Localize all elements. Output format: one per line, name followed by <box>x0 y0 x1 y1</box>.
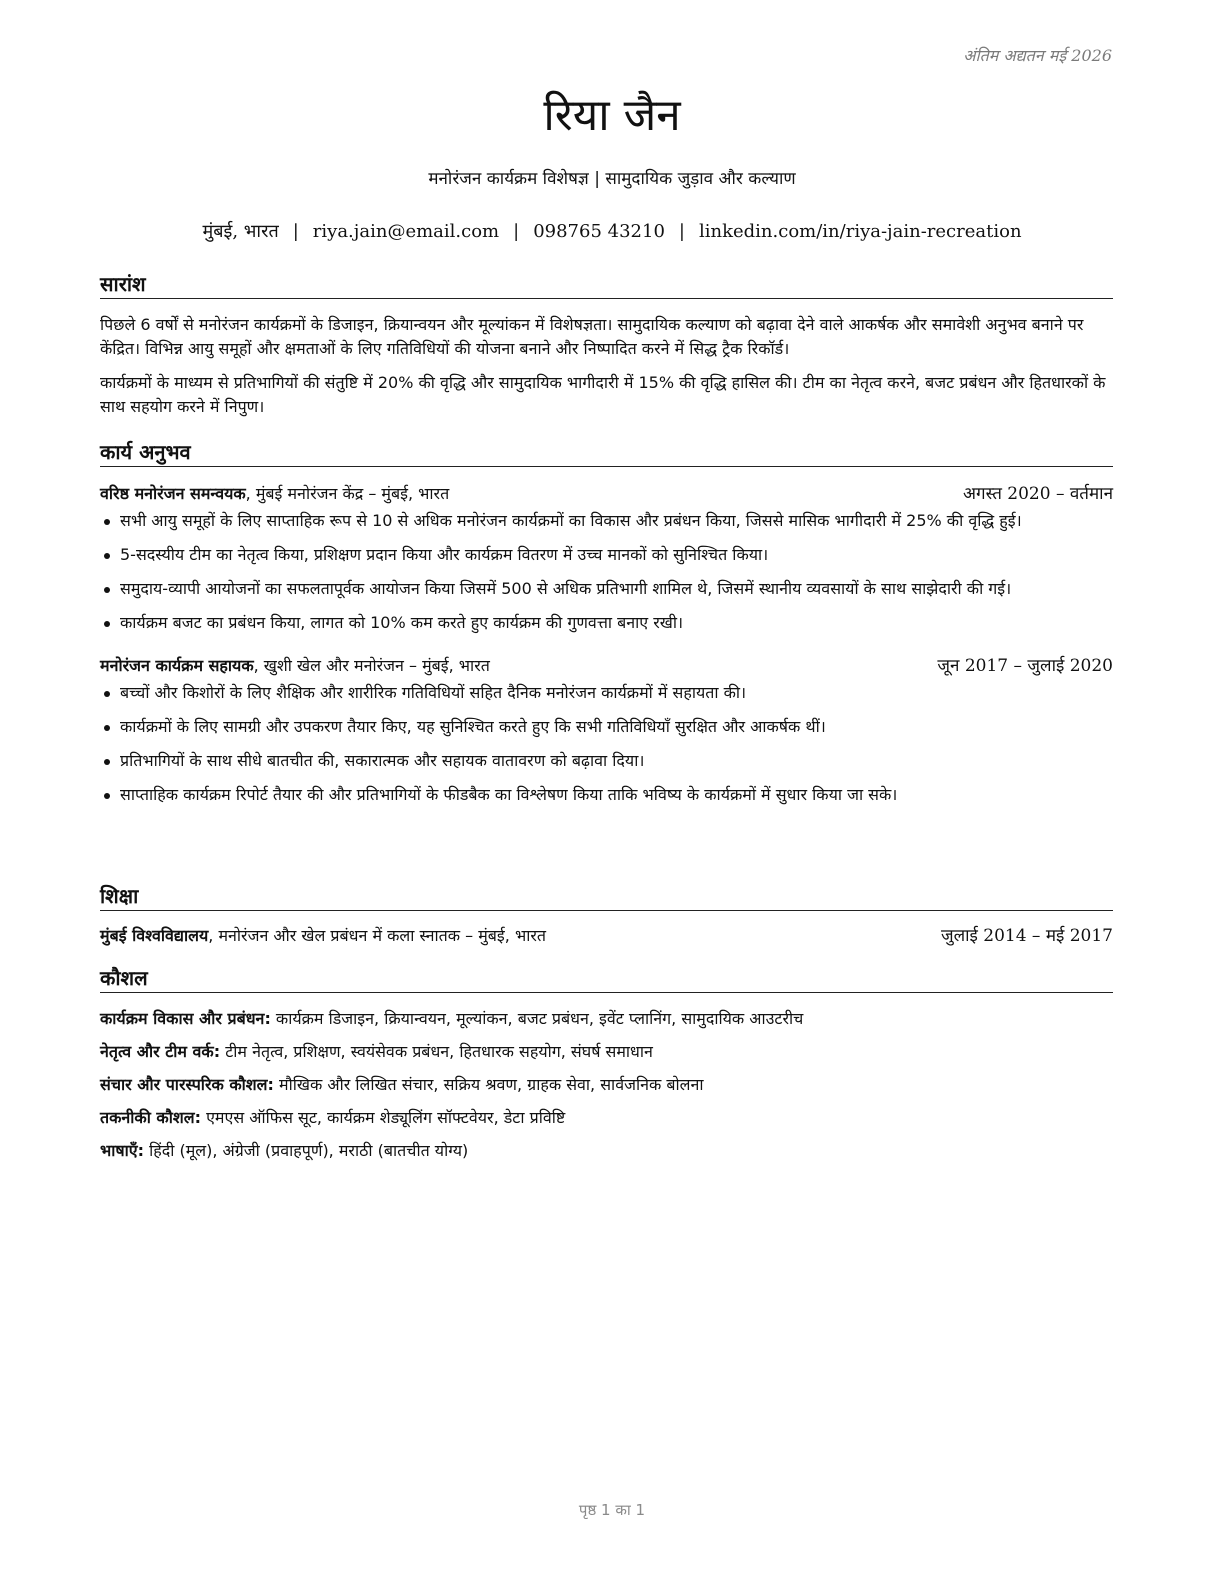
skill-value: कार्यक्रम डिजाइन, क्रियान्वयन, मूल्यांकन, बजट प्रबंधन, इवेंट प्लानिंग, सामुदायिक आउटरीच <box>270 1009 804 1028</box>
job-role: वरिष्ठ मनोरंजन समन्वयक <box>100 484 246 503</box>
contact-line <box>0 218 1224 246</box>
education-entry <box>100 923 1113 949</box>
section-title-skills: कौशल <box>100 964 1113 993</box>
skill-label: नेतृत्व और टीम वर्क: <box>100 1042 221 1061</box>
skill-label: भाषाएँ: <box>100 1141 145 1160</box>
job-role: मनोरंजन कार्यक्रम सहायक <box>100 656 254 675</box>
contact-separator: | <box>678 221 685 242</box>
summary-paragraph: पिछले 6 वर्षों से मनोरंजन कार्यक्रमों के डिजाइन, क्रियान्वयन और मूल्यांकन में विशेषज्ञता। सामुदायिक कल्याण को बढ़ावा देने वाले आकर्षक और समावेशी अनुभव बनाने पर केंद्रित। विभिन्न आयु समूहों और क्षमताओं के लिए गतिविधियों की योजना बनाने और निष्पादित करने में सिद्ध ट्रैक रिकॉर्ड। <box>100 315 1084 358</box>
skill-row <box>100 1073 1113 1097</box>
skill-value: मौखिक और लिखित संचार, सक्रिय श्रवण, ग्राहक सेवा, सार्वजनिक बोलना <box>273 1075 704 1094</box>
education-institution: मुंबई विश्वविद्यालय <box>100 926 209 945</box>
job-dates: अगस्त 2020 – वर्तमान <box>963 484 1113 504</box>
job-bullet: बच्चों और किशोरों के लिए शैक्षिक और शारीरिक गतिविधियों सहित दैनिक मनोरंजन कार्यक्रमों में सहायता की। <box>120 681 1113 705</box>
job-bullet: समुदाय-व्यापी आयोजनों का सफलतापूर्वक आयोजन किया जिसमें 500 से अधिक प्रतिभागी शामिल थे, जिसमें स्थानीय व्यवसायों के साथ साझेदारी की गई। <box>120 577 1113 601</box>
candidate-name: रिया जैन <box>543 90 681 141</box>
job-header <box>100 653 1113 679</box>
page-number: पृष्ठ 1 का 1 <box>578 1501 646 1519</box>
skill-label: तकनीकी कौशल: <box>100 1108 201 1127</box>
job-org: , मुंबई मनोरंजन केंद्र – मुंबई, भारत <box>245 484 450 503</box>
section-title-summary: सारांश <box>100 270 1113 299</box>
experience-section <box>100 438 1113 817</box>
education-degree: , मनोरंजन और खेल प्रबंधन में कला स्नातक – मुंबई, भारत <box>208 926 547 945</box>
contact-separator: | <box>513 221 520 242</box>
skill-label: कार्यक्रम विकास और प्रबंधन: <box>100 1009 271 1028</box>
contact-separator: | <box>292 221 299 242</box>
candidate-tagline: मनोरंजन कार्यक्रम विशेषज्ञ | सामुदायिक जुड़ाव और कल्याण <box>428 169 796 189</box>
contact-location: मुंबई, भारत <box>202 221 279 242</box>
job-bullet: कार्यक्रमों के लिए सामग्री और उपकरण तैयार किए, यह सुनिश्चित करते हुए कि सभी गतिविधियाँ सुरक्षित और आकर्षक थीं। <box>120 715 1113 739</box>
job-dates: जून 2017 – जुलाई 2020 <box>937 656 1113 676</box>
job-bullet: प्रतिभागियों के साथ सीधे बातचीत की, सकारात्मक और सहायक वातावरण को बढ़ावा दिया। <box>120 749 1113 773</box>
job-role-org <box>100 481 449 507</box>
summary-paragraph: कार्यक्रमों के माध्यम से प्रतिभागियों की संतुष्टि में 20% की वृद्धि और सामुदायिक भागीदारी में 15% की वृद्धि हासिल की। टीम का नेतृत्व करने, बजट प्रबंधन और हितधारकों के साथ सहयोग करने में निपुण। <box>100 373 1106 416</box>
job-bullet: कार्यक्रम बजट का प्रबंधन किया, लागत को 10% कम करते हुए कार्यक्रम की गुणवत्ता बनाए रखी। <box>120 611 1113 635</box>
section-title-education: शिक्षा <box>100 882 1113 911</box>
skills-section <box>100 964 1113 1172</box>
job-org: , खुशी खेल और मनोरंजन – मुंबई, भारत <box>253 656 490 675</box>
summary-section <box>100 270 1113 419</box>
job-bullets <box>100 509 1113 635</box>
skill-row <box>100 1040 1113 1064</box>
education-dates: जुलाई 2014 – मई 2017 <box>940 926 1113 946</box>
contact-email[interactable]: riya.jain@email.com <box>312 221 500 242</box>
skill-value: हिंदी (मूल), अंग्रेजी (प्रवाहपूर्ण), मराठी (बातचीत योग्य) <box>144 1141 469 1160</box>
job-role-org <box>100 653 490 679</box>
skill-value: एमएस ऑफिस सूट, कार्यक्रम शेड्यूलिंग सॉफ्टवेयर, डेटा प्रविष्टि <box>201 1108 566 1127</box>
job-entry <box>100 481 1113 635</box>
skills-list <box>100 1007 1113 1163</box>
skill-row <box>100 1139 1113 1163</box>
job-bullet: साप्ताहिक कार्यक्रम रिपोर्ट तैयार की और प्रतिभागियों के फीडबैक का विश्लेषण किया ताकि भविष्य के कार्यक्रमों में सुधार किया जा सके। <box>120 783 1113 807</box>
last-updated-note: अंतिम अद्यतन मई 2026 <box>963 46 1112 65</box>
contact-phone[interactable]: 098765 43210 <box>533 221 665 242</box>
education-institution-degree <box>100 923 546 949</box>
education-section <box>100 882 1113 949</box>
job-bullet: 5-सदस्यीय टीम का नेतृत्व किया, प्रशिक्षण प्रदान किया और कार्यक्रम वितरण में उच्च मानकों को सुनिश्चित किया। <box>120 543 1113 567</box>
skill-label: संचार और पारस्परिक कौशल: <box>100 1075 274 1094</box>
job-header <box>100 481 1113 507</box>
job-bullets <box>100 681 1113 807</box>
section-title-experience: कार्य अनुभव <box>100 438 1113 467</box>
skill-row <box>100 1007 1113 1031</box>
job-bullet: सभी आयु समूहों के लिए साप्ताहिक रूप से 10 से अधिक मनोरंजन कार्यक्रमों का विकास और प्रबंधन किया, जिससे मासिक भागीदारी में 25% की वृद्धि हुई। <box>120 509 1113 533</box>
skill-row <box>100 1106 1113 1130</box>
job-entry <box>100 653 1113 807</box>
contact-linkedin[interactable]: linkedin.com/in/riya-jain-recreation <box>698 221 1022 242</box>
skill-value: टीम नेतृत्व, प्रशिक्षण, स्वयंसेवक प्रबंधन, हितधारक सहयोग, संघर्ष समाधान <box>220 1042 653 1061</box>
